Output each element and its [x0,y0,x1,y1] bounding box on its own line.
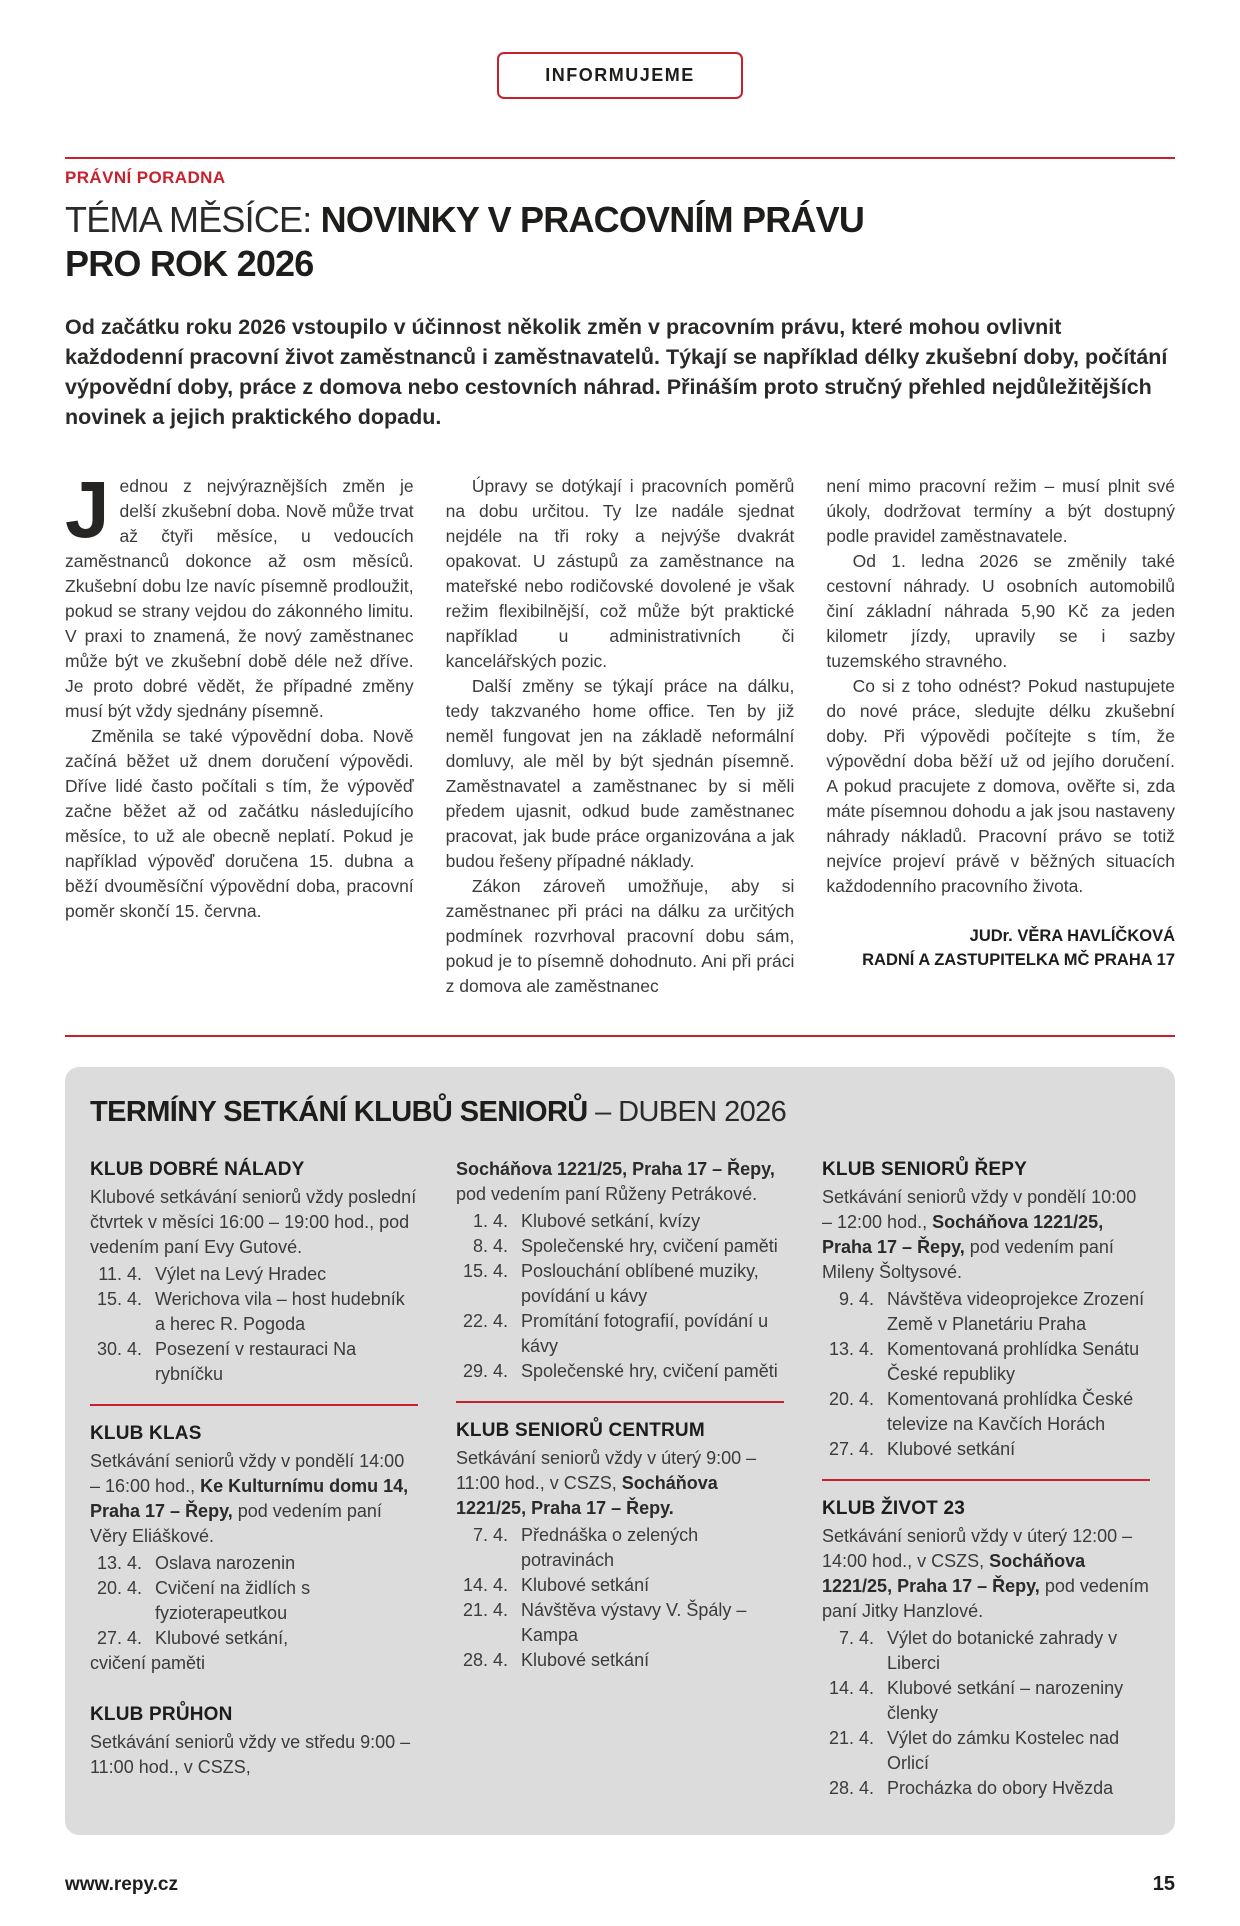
club-red-divider [822,1479,1150,1481]
clubs-column-3 [822,1157,1150,1801]
clubs-title-light: – DUBEN 2026 [587,1096,787,1128]
event-text: Klubové setkání, [155,1628,289,1648]
club-event-row [90,1576,418,1626]
club-section-zivot-23 [822,1496,1150,1801]
paragraph-text: ednou z nejvýraznějších změn je delší zkušební doba. Nově může trvat až čtyři měsíce, u vedoucích zaměstnanců dokonce až osm měsíců. Zkušební dobu lze navíc písemně prodloužit, pokud se strany vejdou do zákonného limitu. V praxi to znamená, že nový zaměstnanec může být ve zkušební době déle než dříve. Je proto dobré vědět, že případné změny musí být vždy sjednány písemně. [65,476,414,721]
paragraph: není mimo pracovní režim – musí plnit své úkoly, dodržovat termíny a být dostupný podle pravidel zaměstnavatele. [826,476,1176,546]
club-event-row [90,1262,418,1287]
club-heading: KLUB KLAS [90,1423,202,1444]
club-heading: KLUB SENIORŮ CENTRUM [456,1420,705,1441]
club-event-row [90,1287,418,1337]
club-event-row [456,1309,784,1359]
club-event-row [90,1626,418,1651]
club-intro-address: Socháňova 1221/25, Praha 17 – Řepy. [456,1473,718,1518]
article-column-3 [826,474,1175,999]
club-heading: KLUB PRŮHON [90,1704,233,1725]
paragraph: Další změny se týkají práce na dálku, tedy takzvaného home office. Ten by již neměl fungovat jen na základě neformální domluvy, ale měl by být sjednán písemně. Zaměstnavatel a zaměstnanec by si měli předem ujasnit, odkud bude zaměstnanec pracovat, jak bude práce organizována a jak budou řešeny případné náklady. [445,676,795,871]
event-text: Komentovaná prohlídka Senátu České republiky [887,1339,1140,1384]
club-event-row [822,1726,1150,1776]
clubs-schedule-box [65,1067,1175,1835]
club-intro [90,1185,418,1260]
drop-cap: J [65,465,110,554]
page-title [65,198,1175,286]
club-event-row [456,1573,784,1598]
event-text: Posezení v restauraci Na rybníčku [155,1339,357,1384]
lead-paragraph: Od začátku roku 2026 vstoupilo v účinnost několik změn v pracovním právu, které mohou ovlivnit každodenní pracovní život zaměstnanců i zaměstnavatelů. Týkají se například délky zkušební doby, počítání výpovědní doby, práce z domova nebo cestovních náhrad. Přináším proto stručný přehled nejdůležitějších novinek a jejich praktického dopadu. [65,315,1168,429]
paragraph: Co si z toho odnést? Pokud nastupujete do nové práce, sledujte délku zkušební doby. Při výpovědi počítejte s tím, že výpovědní doba běží už od jejího doručení. A pokud pracujete z domova, ověřte si, zda máte písemnou dohodu a jak jsou nastaveny náhrady nákladů. Pracovní právo se totiž nejvíce projeví právě v běžných situacích každodenního pracovního života. [826,676,1176,896]
event-text: Výlet do zámku Kostelec nad Orlicí [887,1728,1120,1773]
event-text: Návštěva videoprojekce Zrození Země v Planetáriu Praha [887,1289,1145,1334]
event-text: Návštěva výstavy V. Špály – Kampa [521,1600,747,1645]
clubs-box-title [90,1095,1150,1129]
event-text: Klubové setkání [521,1575,650,1595]
author-signature [826,924,1175,972]
event-text: Společenské hry, cvičení paměti [521,1361,778,1381]
event-text: Klubové setkání, kvízy [521,1211,701,1231]
club-intro [822,1524,1150,1624]
club-event-row [456,1259,784,1309]
club-intro-text: pod vedením paní Růženy Petrákové. [456,1184,758,1204]
page-title-bold-line1: NOVINKY V PRACOVNÍM PRÁVU [320,199,865,240]
club-intro-text: Setkávání seniorů vždy v úterý 12:00 – 14:00 hod., v CSZS, [822,1526,1133,1571]
clubs-column-1 [90,1157,418,1801]
top-red-rule [65,157,1175,159]
paragraph: Od 1. ledna 2026 se změnily také cestovní náhrady. U osobních automobilů činí základní náhrada 5,90 Kč za jeden kilometr jízdy, upravily se i sazby tuzemského stravného. [826,551,1176,671]
club-intro-address: Ke Kulturnímu domu 14, Praha 17 – Řepy, [90,1476,409,1521]
divider-red-rule [65,1035,1175,1037]
club-intro-text: Setkávání seniorů vždy ve středu 9:00 – 11:00 hod., v CSZS, [90,1732,411,1777]
club-intro-text: Klubové setkávání seniorů vždy poslední čtvrtek v měsíci 16:00 – 19:00 hod., pod vedením paní Evy Gutové. [90,1187,417,1257]
club-event-row [456,1648,784,1673]
event-text: Společenské hry, cvičení paměti [521,1236,778,1256]
event-date: 29. 4. [462,1361,508,1381]
club-section-pruhon-continued [456,1157,784,1384]
club-section-klas [90,1421,418,1676]
paragraph: Zákon zároveň umožňuje, aby si zaměstnanec při práci na dálku za určitých podmínek rozvrhoval pracovní dobu sám, pokud je to písemně dohodnuto. Ani při práci z domova ale zaměstnanec [445,876,795,996]
club-intro-address: Socháňova 1221/25, Praha 17 – Řepy, [822,1551,1086,1596]
event-date: 20. 4. [828,1389,874,1409]
club-section-senioru-centrum [456,1418,784,1673]
clubs-columns [90,1157,1150,1801]
paragraph [65,465,414,724]
event-date: 14. 4. [462,1575,508,1595]
event-date: 1. 4. [472,1211,508,1231]
club-section-pruhon [90,1702,418,1780]
event-text: Werichova vila – host hudebník a herec R. Pogoda [155,1289,405,1334]
club-intro [456,1157,784,1207]
clubs-column-2 [456,1157,784,1801]
informujeme-badge: INFORMUJEME [497,52,743,99]
event-text: Cvičení na židlích s fyzioterapeutkou [155,1578,311,1623]
club-event-row [822,1387,1150,1437]
clubs-title-bold: TERMÍNY SETKÁNÍ KLUBŮ SENIORŮ [90,1096,588,1128]
event-text: Promítání fotografií, povídání u kávy [521,1311,769,1356]
author-name: JUDr. VĚRA HAVLÍČKOVÁ [969,927,1176,945]
club-event-row [456,1598,784,1648]
club-intro [456,1446,784,1521]
club-heading: KLUB SENIORŮ ŘEPY [822,1159,1028,1180]
event-date: 15. 4. [462,1261,508,1281]
paragraph: Změnila se také výpovědní doba. Nově začíná běžet už dnem doručení výpovědi. Dříve lidé často počítali s tím, že výpověď začne běžet až od začátku následujícího měsíce, to už ale obecně neplatí. Pokud je například výpověď doručena 15. dubna a běží dvouměsíční výpovědní doba, pracovní poměr skončí 15. června. [65,726,414,921]
event-text: Komentovaná prohlídka České televize na Kavčích Horách [887,1389,1134,1434]
club-event-row [456,1359,784,1384]
footer-website: www.repy.cz [65,1874,178,1895]
event-date: 28. 4. [462,1650,508,1670]
club-heading: KLUB ŽIVOT 23 [822,1498,966,1519]
event-text: Výlet na Levý Hradec [155,1264,327,1284]
club-event-row [90,1337,418,1387]
event-text: Klubové setkání [887,1439,1016,1459]
event-date: 7. 4. [472,1525,508,1545]
event-text: Klubové setkání [521,1650,650,1670]
event-date: 7. 4. [838,1628,874,1648]
event-text: Procházka do obory Hvězda [887,1778,1114,1798]
club-section-dobre-nalady [90,1157,418,1387]
article-column-2 [446,474,795,999]
event-date: 9. 4. [838,1289,874,1309]
event-text: Výlet do botanické zahrady v Liberci [887,1628,1118,1673]
informujeme-badge-wrap [65,52,1175,99]
event-date: 21. 4. [828,1728,874,1748]
club-intro [90,1730,418,1780]
page-title-bold-line2: PRO ROK 2026 [65,243,314,284]
event-date: 27. 4. [96,1628,142,1648]
event-date: 13. 4. [828,1339,874,1359]
club-event-row [822,1626,1150,1676]
paragraph: Úpravy se dotýkají i pracovních poměrů na dobu určitou. Ty lze nadále sjednat nejdéle na tři roky a nejvýše dvakrát opakovat. U zástupů za zaměstnance na mateřské nebo rodičovské dovolené je však režim flexibilnější, což může být praktické například u administrativních či kancelářských pozic. [445,476,795,671]
club-intro-address: Socháňova 1221/25, Praha 17 – Řepy, [822,1212,1104,1257]
article-body [65,465,1176,999]
club-note: cvičení paměti [90,1653,206,1673]
event-date: 15. 4. [96,1289,142,1309]
club-event-row [822,1676,1150,1726]
club-event-row [822,1437,1150,1462]
event-text: Přednáška o zelených potravinách [521,1525,699,1570]
magazine-page [65,0,1175,1896]
event-date: 13. 4. [96,1553,142,1573]
club-intro-text: pod vedením paní Věry Eliáškové. [90,1501,382,1546]
club-intro-text: pod vedením paní Jitky Hanzlové. [822,1576,1149,1621]
club-intro-text: Setkávání seniorů vždy v pondělí 14:00 – 16:00 hod., [90,1451,405,1496]
club-heading: KLUB DOBRÉ NÁLADY [90,1159,305,1180]
footer-page-number: 15 [1152,1873,1175,1895]
event-date: 27. 4. [828,1439,874,1459]
event-date: 20. 4. [96,1578,142,1598]
event-text: Oslava narozenin [155,1553,296,1573]
club-event-row [456,1523,784,1573]
club-event-row [90,1551,418,1576]
event-date: 14. 4. [828,1678,874,1698]
club-red-divider [90,1404,418,1406]
club-red-divider [456,1401,784,1403]
event-text: Klubové setkání – narozeniny členky [887,1678,1124,1723]
club-event-row [822,1337,1150,1387]
club-section-senioru-repy [822,1157,1150,1462]
event-date: 22. 4. [462,1311,508,1331]
event-date: 21. 4. [462,1600,508,1620]
section-label: PRÁVNÍ PORADNA [65,168,226,187]
club-event-row [822,1287,1150,1337]
club-intro [90,1449,418,1549]
event-date: 11. 4. [98,1264,142,1284]
club-intro-address: Socháňova 1221/25, Praha 17 – Řepy, [456,1159,775,1179]
event-date: 28. 4. [828,1778,874,1798]
page-title-prefix: TÉMA MĚSÍCE: [65,199,321,240]
page-footer [65,1873,1175,1896]
club-event-row [822,1776,1150,1801]
club-intro-text: Setkávání seniorů vždy v pondělí 10:00 – 12:00 hod., [822,1187,1137,1232]
club-intro [822,1185,1150,1285]
club-event-row [456,1234,784,1259]
event-text: Poslouchání oblíbené muziky, povídání u kávy [521,1261,759,1306]
club-intro-text: Setkávání seniorů vždy v úterý 9:00 – 11:00 hod., v CSZS, [456,1448,757,1493]
author-role: RADNÍ A ZASTUPITELKA MČ PRAHA 17 [862,951,1176,969]
article-column-1 [65,465,414,999]
club-intro-text: pod vedením paní Mileny Šoltysové. [822,1237,1114,1282]
club-event-row [456,1209,784,1234]
event-date: 30. 4. [96,1339,142,1359]
event-date: 8. 4. [472,1236,508,1256]
